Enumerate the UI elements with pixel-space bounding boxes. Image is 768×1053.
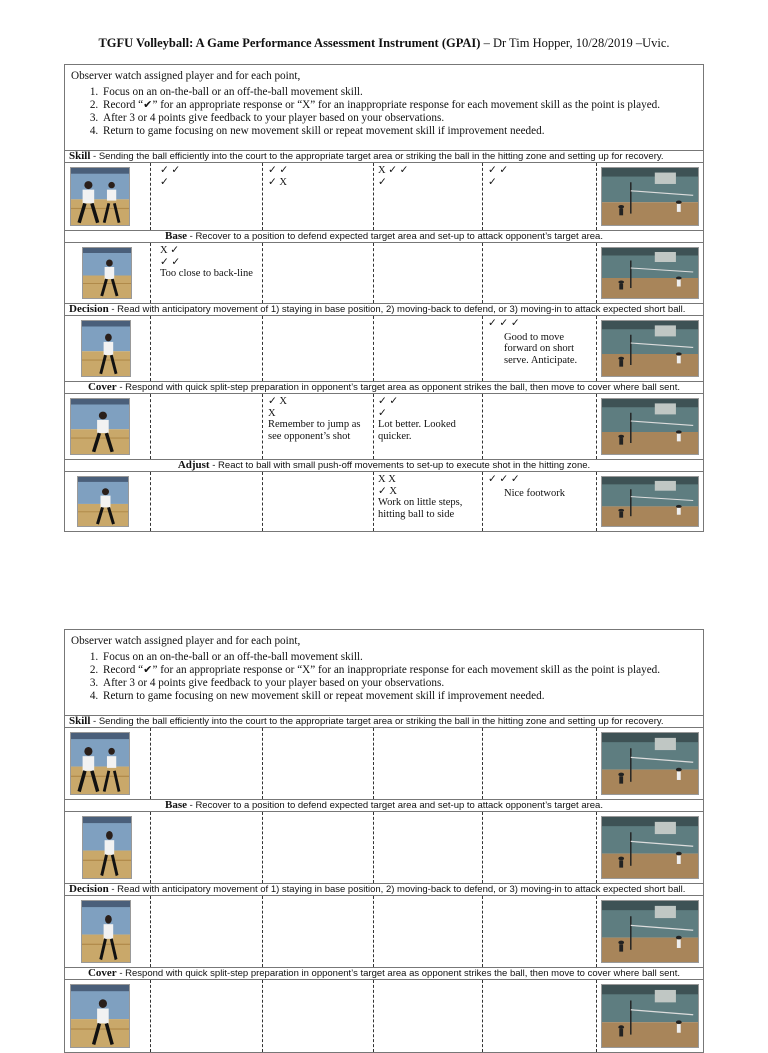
column-divider <box>482 243 483 303</box>
section-label: Decision <box>69 884 109 895</box>
column-divider <box>373 472 374 531</box>
column-divider <box>150 728 151 799</box>
gpai-form-2 <box>64 629 704 1053</box>
observation-row <box>65 163 703 231</box>
observation-row <box>65 243 703 304</box>
gpai-form-1 <box>64 64 704 532</box>
section-label: Skill <box>69 716 91 727</box>
instruction-step: 2. Record “✔” for an appropriate response or “X” for an inappropriate response for each movement skill as the point is played. <box>101 664 697 677</box>
column-divider <box>373 980 374 1052</box>
instruction-step: 4. Return to game focusing on new movement skill or repeat movement skill if improvement needed. <box>101 125 697 138</box>
point-cell[interactable] <box>488 245 580 247</box>
column-divider <box>482 163 483 230</box>
section-label: Cover <box>87 968 117 979</box>
section-label: Adjust <box>177 460 210 471</box>
court-photo <box>601 476 699 527</box>
section-header-decision <box>65 884 703 896</box>
column-divider <box>596 472 597 531</box>
document-title <box>0 36 768 51</box>
observation-row <box>65 472 703 531</box>
column-divider <box>482 472 483 531</box>
column-divider <box>373 316 374 381</box>
court-photo <box>601 900 699 963</box>
court-photo <box>601 816 699 879</box>
section-label: Base <box>165 800 187 811</box>
section-header-base <box>65 800 703 812</box>
point-cell[interactable] <box>378 396 478 442</box>
instruction-step: 2. Record “✔” for an appropriate response or “X” for an inappropriate response for each movement skill as the point is played. <box>101 99 697 112</box>
section-label: Skill <box>69 151 91 162</box>
section-header-cover <box>65 968 703 980</box>
column-divider <box>150 812 151 883</box>
column-divider <box>150 472 151 531</box>
point-note: Too close to back-line <box>160 268 253 279</box>
column-divider <box>596 243 597 303</box>
player-photo <box>82 247 132 299</box>
column-divider <box>150 980 151 1052</box>
column-divider <box>150 316 151 381</box>
column-divider <box>373 243 374 303</box>
court-photo <box>601 320 699 377</box>
column-divider <box>262 980 263 1052</box>
section-header-decision <box>65 304 703 316</box>
section-header-base <box>65 231 703 243</box>
section-description: - Sending the ball efficiently into the court to the appropriate target area or striking the ball in the hitting zone and setting up for recovery. <box>90 151 664 162</box>
player-photo <box>81 320 131 377</box>
column-divider <box>373 394 374 459</box>
section-label: Cover <box>87 382 117 393</box>
column-divider <box>596 394 597 459</box>
instruction-step: 1. Focus on an on-the-ball or an off-the-ball movement skill. <box>101 86 697 99</box>
point-marks: ✓ ✓ ✓ X <box>268 165 289 188</box>
column-divider <box>596 896 597 967</box>
instructions <box>65 65 703 151</box>
player-photo <box>70 167 130 226</box>
observation-row <box>65 394 703 460</box>
point-note: Lot better. Looked quicker. <box>378 419 456 442</box>
section-header-adjust <box>65 460 703 472</box>
instructions-lead: Observer watch assigned player and for each point, <box>71 635 301 647</box>
column-divider <box>262 163 263 230</box>
section-description: - Read with anticipatory movement of 1) staying in base position, 2) moving-back to defend, or 3) moving-in to attack expected short ball. <box>108 884 686 895</box>
column-divider <box>596 980 597 1052</box>
point-cell[interactable] <box>378 474 478 520</box>
section-label: Base <box>165 231 187 242</box>
point-marks: ✓ X X <box>268 396 288 419</box>
point-marks: X ✓ ✓ ✓ <box>160 245 181 268</box>
point-cell[interactable] <box>488 165 580 190</box>
section-description: - Respond with quick split-step preparation in opponent’s target area as opponent strikes the ball, then move to cover where ball sent. <box>116 968 680 979</box>
column-divider <box>262 812 263 883</box>
point-marks: ✓ ✓ ✓ <box>378 396 399 419</box>
column-divider <box>482 316 483 381</box>
column-divider <box>596 728 597 799</box>
point-note: Remember to jump as see opponent’s shot <box>268 419 361 442</box>
point-cell[interactable] <box>488 396 580 398</box>
column-divider <box>596 316 597 381</box>
column-divider <box>482 812 483 883</box>
court-photo <box>601 984 699 1048</box>
player-photo <box>70 732 130 795</box>
section-description: - Sending the ball efficiently into the court to the appropriate target area or striking the ball in the hitting zone and setting up for recovery. <box>90 716 664 727</box>
column-divider <box>373 812 374 883</box>
player-photo <box>77 476 129 527</box>
section-description: - Respond with quick split-step preparation in opponent’s target area as opponent strikes the ball, then move to cover where ball sent. <box>116 382 680 393</box>
point-cell[interactable] <box>378 165 478 188</box>
point-marks: ✓ ✓ ✓ <box>488 165 509 188</box>
observation-row <box>65 812 703 884</box>
point-cell[interactable] <box>160 165 260 188</box>
column-divider <box>262 728 263 799</box>
column-divider <box>482 394 483 459</box>
title-main: TGFU Volleyball: A Game Performance Assessment Instrument (GPAI) <box>98 36 481 50</box>
section-label: Decision <box>69 304 109 315</box>
section-description: - Read with anticipatory movement of 1) staying in base position, 2) moving-back to defend, or 3) moving-in to attack expected short ball. <box>108 304 686 315</box>
column-divider <box>262 472 263 531</box>
column-divider <box>373 163 374 230</box>
column-divider <box>262 316 263 381</box>
instructions-lead: Observer watch assigned player and for each point, <box>71 70 301 82</box>
point-cell[interactable] <box>488 318 580 366</box>
column-divider <box>150 243 151 303</box>
column-divider <box>482 728 483 799</box>
player-photo <box>70 398 130 455</box>
point-cell[interactable] <box>160 245 260 280</box>
observation-row <box>65 980 703 1052</box>
point-cell[interactable] <box>268 165 368 188</box>
column-divider <box>150 896 151 967</box>
column-divider <box>482 980 483 1052</box>
point-marks: ✓ ✓ ✓ <box>160 165 181 188</box>
point-note: Work on little steps, hitting ball to side <box>378 497 463 520</box>
player-photo <box>82 816 132 879</box>
point-note <box>488 245 580 247</box>
instruction-step: 1. Focus on an on-the-ball or an off-the-ball movement skill. <box>101 651 697 664</box>
instructions-steps <box>71 651 697 703</box>
point-note: Nice footwork <box>504 487 565 499</box>
section-header-skill <box>65 151 703 163</box>
court-photo <box>601 398 699 455</box>
instruction-step: 4. Return to game focusing on new movement skill or repeat movement skill if improvement needed. <box>101 690 697 703</box>
section-description: - Recover to a position to defend expected target area and set-up to attack opponent’s target area. <box>187 800 603 811</box>
point-cell[interactable] <box>268 396 368 442</box>
court-photo <box>601 247 699 299</box>
column-divider <box>150 163 151 230</box>
section-description: - Recover to a position to defend expected target area and set-up to attack opponent’s target area. <box>187 231 603 242</box>
point-marks: X X ✓ X <box>378 474 398 497</box>
column-divider <box>596 812 597 883</box>
instructions-steps <box>71 86 697 138</box>
section-description: - React to ball with small push-off movements to set-up to execute shot in the hitting zone. <box>209 460 591 471</box>
column-divider <box>596 163 597 230</box>
point-marks: ✓ ✓ ✓ <box>488 318 520 329</box>
point-note: Good to move forward on short serve. Anticipate. <box>504 331 578 366</box>
point-marks: ✓ ✓ ✓ <box>488 474 520 485</box>
observation-row <box>65 896 703 968</box>
player-photo <box>81 900 131 963</box>
column-divider <box>262 394 263 459</box>
section-header-skill <box>65 716 703 728</box>
point-note <box>488 396 580 398</box>
column-divider <box>373 728 374 799</box>
section-header-cover <box>65 382 703 394</box>
column-divider <box>373 896 374 967</box>
point-marks: X ✓ ✓ ✓ <box>378 165 409 188</box>
title-author: – Dr Tim Hopper, 10/28/2019 –Uvic. <box>480 36 670 50</box>
instruction-step: 3. After 3 or 4 points give feedback to your player based on your observations. <box>101 112 697 125</box>
court-photo <box>601 167 699 226</box>
instructions <box>65 630 703 716</box>
point-cell[interactable] <box>488 474 580 499</box>
column-divider <box>262 243 263 303</box>
point-note <box>488 188 580 190</box>
column-divider <box>482 896 483 967</box>
column-divider <box>150 394 151 459</box>
instruction-step: 3. After 3 or 4 points give feedback to your player based on your observations. <box>101 677 697 690</box>
court-photo <box>601 732 699 795</box>
player-photo <box>70 984 130 1048</box>
observation-row <box>65 316 703 382</box>
column-divider <box>262 896 263 967</box>
observation-row <box>65 728 703 800</box>
